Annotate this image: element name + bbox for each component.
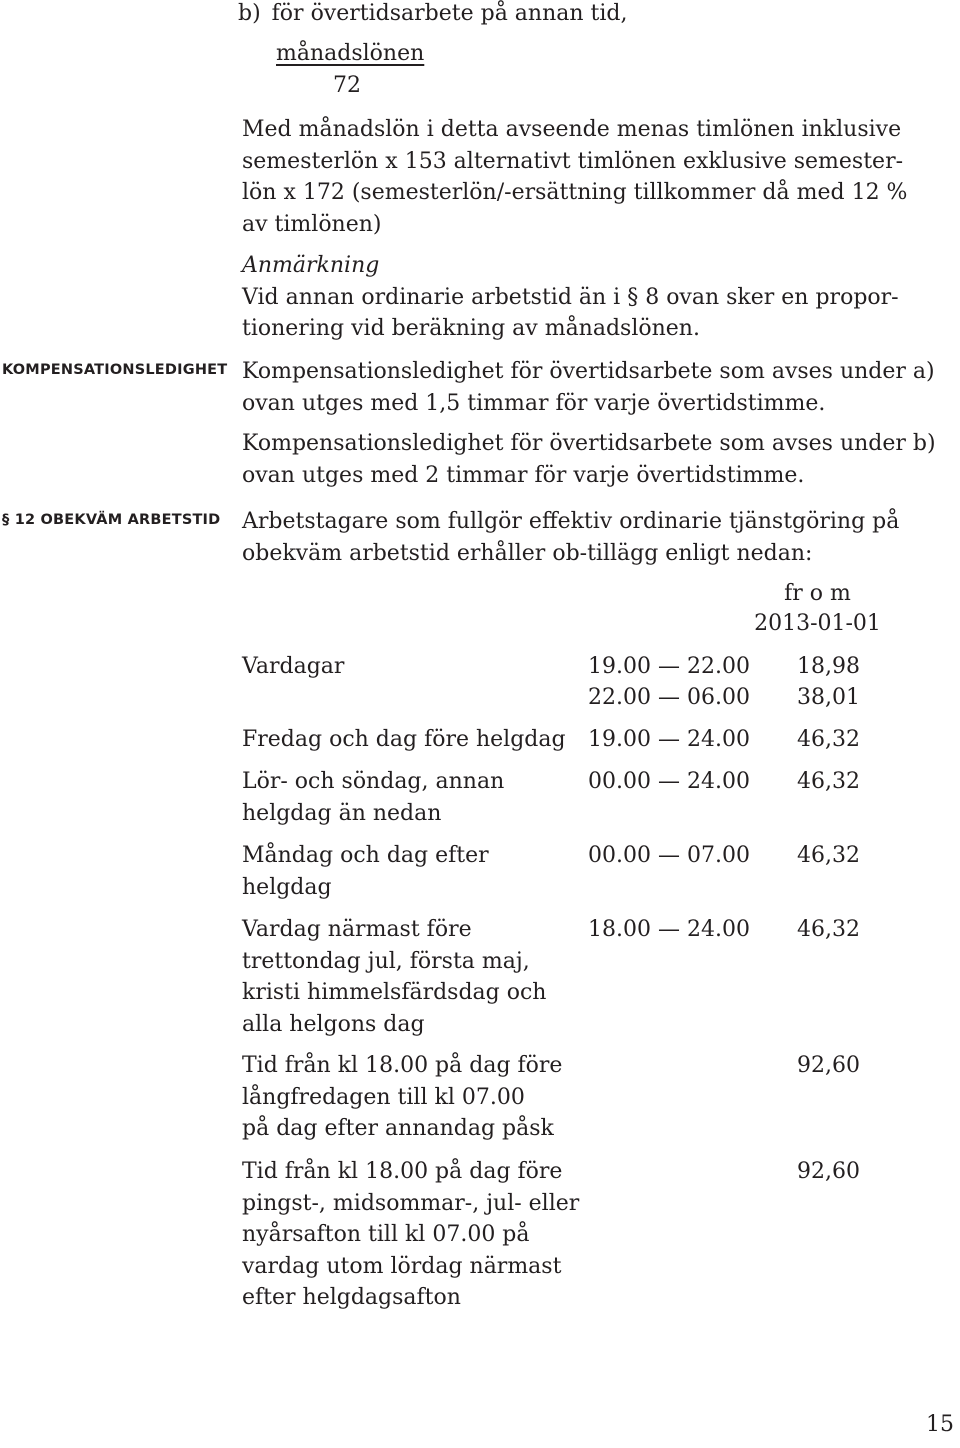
row-label-line: Tid från kl 18.00 på dag före <box>242 1053 563 1078</box>
remark-line: tionering vid beräkning av månadslönen. <box>242 316 700 341</box>
row-label-line: pingst-, midsommar-, jul- eller <box>242 1190 580 1216</box>
row-label-line: Vardag närmast före <box>242 917 472 942</box>
row-time: 00.00 — 07.00 <box>588 843 750 868</box>
row-label-line: långfredagen till kl 07.00 <box>242 1084 525 1110</box>
row-value: 46,32 <box>797 727 860 752</box>
page-number: 15 <box>926 1411 954 1437</box>
row-label-line: helgdag än nedan <box>242 800 442 826</box>
definition-line: lön x 172 (semesterlön/-ersättning tillkommer då med 12 % <box>242 180 908 205</box>
compensation-line: Kompensationsledighet för övertidsarbete som avses under a) <box>242 359 935 384</box>
row-label-line: nyårsafton till kl 07.00 på <box>242 1222 530 1247</box>
definition-line: Med månadslön i detta avseende menas timlönen inklusive <box>242 117 902 142</box>
column-header-from: fr o m <box>784 581 851 606</box>
row-value: 92,60 <box>797 1159 860 1184</box>
row-label-line: vardag utom lördag närmast <box>242 1253 562 1279</box>
row-label-line: Måndag och dag efter <box>242 843 489 868</box>
remark-line: Vid annan ordinarie arbetstid än i § 8 ovan sker en propor- <box>242 284 899 310</box>
row-label <box>242 766 582 829</box>
row-time: 22.00 — 06.00 <box>588 685 750 710</box>
fraction-denominator: 72 <box>333 73 361 98</box>
row-value: 92,60 <box>797 1053 860 1078</box>
row-label-line: efter helgdagsafton <box>242 1285 461 1310</box>
row-label <box>242 914 582 1040</box>
intro-line: obekväm arbetstid erhåller ob-tillägg enligt nedan: <box>242 540 813 566</box>
row-label <box>242 1050 582 1145</box>
row-label: Vardagar <box>242 654 345 679</box>
compensation-side-label: KOMPENSATIONSLEDIGHET <box>2 362 228 378</box>
overtime-b-heading: b) för övertidsarbete på annan tid, <box>238 1 628 26</box>
definition-line: semesterlön x 153 alternativt timlönen exklusive semester- <box>242 148 904 174</box>
row-label-line: Lör- och söndag, annan <box>242 769 505 794</box>
row-label <box>242 840 582 903</box>
compensation-para-2 <box>242 428 942 491</box>
row-value: 38,01 <box>797 685 860 710</box>
row-label: Fredag och dag före helgdag <box>242 727 566 752</box>
row-time: 00.00 — 24.00 <box>588 769 750 794</box>
compensation-line: ovan utges med 1,5 timmar för varje övertidstimme. <box>242 390 826 416</box>
section-12-side-label: § 12 OBEKVÄM ARBETSTID <box>2 512 221 528</box>
row-label-line: kristi himmelsfärdsdag och <box>242 980 547 1005</box>
row-label-line: på dag efter annandag påsk <box>242 1116 554 1141</box>
row-label-line: trettondag jul, första maj, <box>242 948 530 974</box>
remark-heading: Anmärkning <box>242 253 380 278</box>
compensation-line: ovan utges med 2 timmar för varje övertidstimme. <box>242 462 805 488</box>
row-value: 46,32 <box>797 843 860 868</box>
row-label-line: Tid från kl 18.00 på dag före <box>242 1159 563 1184</box>
row-time: 19.00 — 22.00 <box>588 654 750 679</box>
row-label <box>242 1156 582 1314</box>
monthly-salary-definition <box>242 114 942 240</box>
row-time: 18.00 — 24.00 <box>588 917 750 942</box>
section-12-intro <box>242 506 942 569</box>
compensation-line: Kompensationsledighet för övertidsarbete som avses under b) <box>242 431 936 456</box>
definition-line: av timlönen) <box>242 211 382 237</box>
row-value: 18,98 <box>797 654 860 679</box>
row-label-line: alla helgons dag <box>242 1011 425 1037</box>
compensation-para-1 <box>242 356 942 419</box>
row-label-line: helgdag <box>242 874 332 900</box>
row-value: 46,32 <box>797 917 860 942</box>
column-header-date: 2013-01-01 <box>754 611 881 636</box>
fraction-numerator: månadslönen <box>276 41 425 66</box>
row-time: 19.00 — 24.00 <box>588 727 750 752</box>
row-value: 46,32 <box>797 769 860 794</box>
intro-line: Arbetstagare som fullgör effektiv ordinarie tjänstgöring på <box>242 509 900 534</box>
remark <box>242 250 942 345</box>
